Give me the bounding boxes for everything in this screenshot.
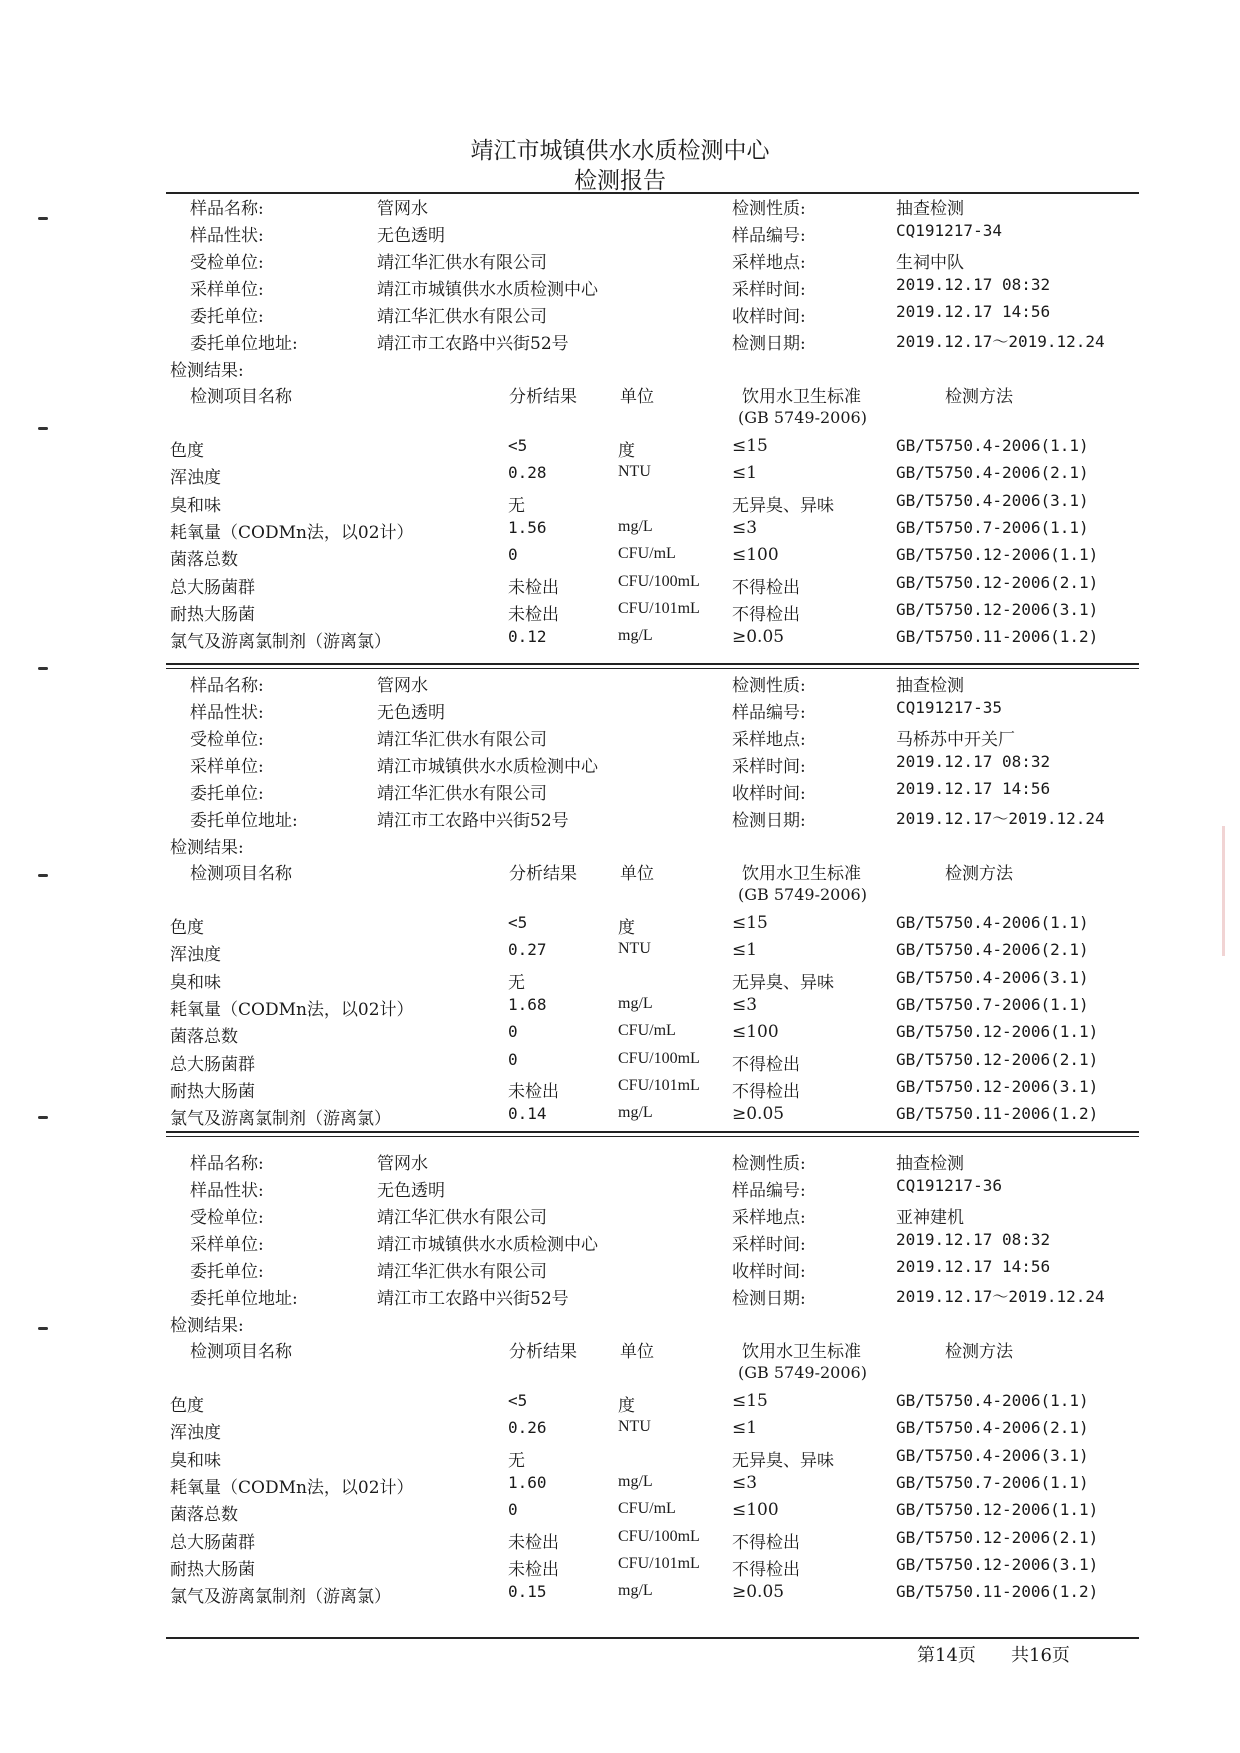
scan-mark (38, 1327, 48, 1330)
section-rule-2b (166, 1136, 1139, 1137)
table-row (0, 1582, 1240, 1606)
cell-unit: CFU/100mL (618, 572, 700, 590)
info-row (0, 779, 1240, 803)
cell-method: GB/T5750.12-2006(2.1) (896, 1049, 1099, 1069)
label-sampling-site: 采样地点: (732, 253, 806, 273)
value-sampling-unit: 靖江市城镇供水水质检测中心 (377, 1235, 598, 1255)
column-result: 分析结果 (509, 387, 577, 407)
table-row (0, 491, 1240, 515)
cell-method: GB/T5750.4-2006(3.1) (896, 967, 1089, 987)
section-rule-2 (166, 1131, 1139, 1133)
label-entrusting-address: 委托单位地址: (190, 811, 298, 831)
label-sampling-time: 采样时间: (732, 280, 806, 300)
label-receive-time: 收样时间: (732, 784, 806, 804)
value-test-nature: 抽查检测 (896, 676, 964, 696)
cell-result: 未检出 (508, 1532, 559, 1553)
table-row (0, 545, 1240, 569)
cell-method: GB/T5750.12-2006(3.1) (896, 1554, 1099, 1574)
info-row (0, 806, 1240, 830)
table-row (0, 1528, 1240, 1552)
report-subtitle: 检测报告 (574, 168, 666, 194)
cell-unit: 度 (618, 441, 635, 461)
cell-standard: ≤100 (732, 1022, 779, 1043)
scan-mark (1222, 826, 1225, 956)
label-entrusting-unit: 委托单位: (190, 307, 264, 327)
cell-item: 耐热大肠菌 (170, 1559, 255, 1580)
label-test-nature: 检测性质: (732, 199, 806, 219)
cell-item: 臭和味 (170, 1450, 221, 1471)
column-unit: 单位 (620, 1342, 654, 1362)
info-row (0, 671, 1240, 695)
column-standard: 饮用水卫生标准 (742, 864, 861, 884)
label-test-date: 检测日期: (732, 334, 806, 354)
info-row (0, 1284, 1240, 1308)
cell-unit: CFU/mL (618, 1500, 676, 1518)
table-row (0, 600, 1240, 624)
cell-method: GB/T5750.4-2006(1.1) (896, 436, 1089, 455)
value-sampling-time: 2019.12.17 08:32 (896, 275, 1051, 294)
column-item: 检测项目名称 (190, 864, 292, 884)
cell-result: 0.27 (508, 940, 547, 960)
value-test-date: 2019.12.17～2019.12.24 (896, 809, 1105, 828)
info-row (0, 1230, 1240, 1254)
column-method: 检测方法 (945, 864, 1013, 884)
cell-method: GB/T5750.12-2006(1.1) (896, 545, 1099, 565)
label-client-inspected: 受检单位: (190, 1208, 264, 1228)
cell-result: 无 (508, 495, 525, 516)
value-sampling-unit: 靖江市城镇供水水质检测中心 (377, 280, 598, 300)
label-sampling-unit: 采样单位: (190, 280, 264, 300)
info-row (0, 275, 1240, 299)
column-standard: 饮用水卫生标准 (742, 1342, 861, 1362)
value-receive-time: 2019.12.17 14:56 (896, 302, 1051, 321)
cell-result: 未检出 (508, 1081, 559, 1102)
info-row (0, 221, 1240, 245)
value-test-date: 2019.12.17～2019.12.24 (896, 1287, 1105, 1306)
info-row (0, 752, 1240, 776)
cell-item: 氯气及游离氯制剂（游离氯） (170, 632, 391, 653)
value-sampling-unit: 靖江市城镇供水水质检测中心 (377, 757, 598, 777)
cell-result: 1.56 (508, 517, 547, 537)
cell-unit: NTU (618, 1418, 651, 1436)
section-rule-1 (166, 663, 1139, 665)
value-sample-number: CQ191217-34 (896, 221, 1002, 240)
value-sampling-site: 马桥苏中开关厂 (896, 730, 1015, 750)
label-sample-name: 样品名称: (190, 676, 264, 696)
value-sampling-time: 2019.12.17 08:32 (896, 1230, 1051, 1249)
cell-standard: ≥0.05 (732, 627, 785, 648)
table-row (0, 1391, 1240, 1415)
cell-item: 浑浊度 (170, 468, 221, 489)
cell-standard: ≤100 (732, 545, 779, 566)
cell-standard: ≥0.05 (732, 1104, 785, 1125)
cell-method: GB/T5750.4-2006(2.1) (896, 463, 1089, 483)
cell-unit: CFU/101mL (618, 1076, 700, 1094)
info-row (0, 1203, 1240, 1227)
sample-section-3 (0, 1149, 1240, 1619)
cell-result: 1.60 (508, 1472, 547, 1492)
scan-mark (38, 667, 48, 670)
label-sampling-unit: 采样单位: (190, 1235, 264, 1255)
value-test-nature: 抽查检测 (896, 199, 964, 219)
label-sample-number: 样品编号: (732, 226, 806, 246)
table-row (0, 627, 1240, 651)
label-sample-name: 样品名称: (190, 1154, 264, 1174)
cell-method: GB/T5750.4-2006(3.1) (896, 1445, 1089, 1465)
cell-unit: 度 (618, 918, 635, 938)
table-row (0, 1446, 1240, 1470)
value-entrusting-address: 靖江市工农路中兴街52号 (377, 1289, 569, 1309)
cell-result: 未检出 (508, 1559, 559, 1580)
cell-unit: mg/L (618, 517, 653, 535)
value-client-inspected: 靖江华汇供水有限公司 (377, 253, 547, 273)
column-standard-code: (GB 5749-2006) (738, 408, 867, 427)
info-row (0, 329, 1240, 353)
column-method: 检测方法 (945, 1342, 1013, 1362)
cell-method: GB/T5750.7-2006(1.1) (896, 517, 1089, 537)
info-row (0, 1176, 1240, 1200)
cell-method: GB/T5750.4-2006(2.1) (896, 1418, 1089, 1438)
table-row (0, 1500, 1240, 1524)
sample-section-2 (0, 671, 1240, 1141)
cell-unit: 度 (618, 1396, 635, 1416)
cell-item: 总大肠菌群 (170, 1532, 255, 1553)
cell-method: GB/T5750.12-2006(1.1) (896, 1500, 1099, 1520)
value-sampling-site: 亚神建机 (896, 1208, 964, 1228)
table-row (0, 913, 1240, 937)
cell-result: <5 (508, 913, 528, 932)
cell-result: 未检出 (508, 604, 559, 625)
info-row (0, 698, 1240, 722)
value-sample-name: 管网水 (377, 676, 428, 696)
label-client-inspected: 受检单位: (190, 253, 264, 273)
cell-unit: CFU/101mL (618, 599, 700, 617)
cell-method: GB/T5750.4-2006(2.1) (896, 940, 1089, 960)
label-receive-time: 收样时间: (732, 307, 806, 327)
value-client-inspected: 靖江华汇供水有限公司 (377, 1208, 547, 1228)
page-total: 共16页 (1011, 1645, 1070, 1666)
table-row (0, 995, 1240, 1019)
cell-standard: ≤100 (732, 1500, 779, 1521)
value-sample-nature: 无色透明 (377, 703, 445, 723)
label-entrusting-address: 委托单位地址: (190, 334, 298, 354)
cell-standard: 无异臭、异味 (732, 1450, 834, 1471)
cell-method: GB/T5750.11-2006(1.2) (896, 1582, 1099, 1602)
cell-standard: 不得检出 (732, 1054, 800, 1075)
value-sample-number: CQ191217-36 (896, 1176, 1002, 1195)
cell-item: 耐热大肠菌 (170, 1081, 255, 1102)
cell-result: 0.12 (508, 627, 547, 647)
cell-method: GB/T5750.4-2006(1.1) (896, 913, 1089, 932)
cell-method: GB/T5750.12-2006(2.1) (896, 572, 1099, 592)
value-test-nature: 抽查检测 (896, 1154, 964, 1174)
label-receive-time: 收样时间: (732, 1262, 806, 1282)
value-sample-nature: 无色透明 (377, 226, 445, 246)
table-row (0, 1050, 1240, 1074)
value-entrusting-unit: 靖江华汇供水有限公司 (377, 1262, 547, 1282)
cell-item: 色度 (170, 918, 204, 938)
scan-mark (38, 874, 48, 877)
column-item: 检测项目名称 (190, 387, 292, 407)
label-sample-name: 样品名称: (190, 199, 264, 219)
cell-method: GB/T5750.4-2006(3.1) (896, 490, 1089, 510)
table-row (0, 1555, 1240, 1579)
cell-method: GB/T5750.12-2006(3.1) (896, 1076, 1099, 1096)
cell-method: GB/T5750.12-2006(2.1) (896, 1527, 1099, 1547)
cell-standard: ≤1 (732, 463, 758, 484)
info-row (0, 725, 1240, 749)
label-entrusting-unit: 委托单位: (190, 784, 264, 804)
label-sampling-site: 采样地点: (732, 1208, 806, 1228)
cell-standard: ≤1 (732, 940, 758, 961)
scan-mark (38, 427, 48, 430)
cell-item: 浑浊度 (170, 1423, 221, 1444)
value-entrusting-unit: 靖江华汇供水有限公司 (377, 784, 547, 804)
table-row (0, 1022, 1240, 1046)
column-item: 检测项目名称 (190, 1342, 292, 1362)
cell-result: 未检出 (508, 577, 559, 598)
value-test-date: 2019.12.17～2019.12.24 (896, 332, 1105, 351)
column-standard: 饮用水卫生标准 (742, 387, 861, 407)
info-row (0, 194, 1240, 218)
table-row (0, 1077, 1240, 1101)
label-sampling-site: 采样地点: (732, 730, 806, 750)
cell-standard: 不得检出 (732, 577, 800, 598)
cell-unit: NTU (618, 463, 651, 481)
value-entrusting-address: 靖江市工农路中兴街52号 (377, 811, 569, 831)
cell-result: 0 (508, 1022, 518, 1042)
cell-method: GB/T5750.7-2006(1.1) (896, 1472, 1089, 1492)
label-test-date: 检测日期: (732, 1289, 806, 1309)
label-sampling-unit: 采样单位: (190, 757, 264, 777)
cell-item: 总大肠菌群 (170, 577, 255, 598)
cell-item: 臭和味 (170, 495, 221, 516)
section-rule-1b (166, 668, 1139, 669)
page-number: 第14页 (917, 1645, 976, 1666)
cell-standard: ≤15 (732, 436, 768, 456)
info-row (0, 1257, 1240, 1281)
cell-result: 0 (508, 1500, 518, 1520)
cell-method: GB/T5750.12-2006(1.1) (896, 1022, 1099, 1042)
value-receive-time: 2019.12.17 14:56 (896, 779, 1051, 798)
info-row (0, 1149, 1240, 1173)
cell-item: 耗氧量（CODMn法，以02计） (170, 522, 414, 543)
bottom-rule (166, 1637, 1139, 1639)
cell-unit: CFU/100mL (618, 1049, 700, 1067)
cell-standard: 不得检出 (732, 604, 800, 625)
label-entrusting-unit: 委托单位: (190, 1262, 264, 1282)
table-row (0, 940, 1240, 964)
cell-unit: CFU/101mL (618, 1554, 700, 1572)
column-method: 检测方法 (945, 387, 1013, 407)
value-sampling-site: 生祠中队 (896, 253, 964, 273)
table-row (0, 518, 1240, 542)
cell-result: <5 (508, 1391, 528, 1410)
label-sampling-time: 采样时间: (732, 757, 806, 777)
info-row (0, 248, 1240, 272)
report-title: 靖江市城镇供水水质检测中心 (470, 138, 770, 164)
table-row (0, 1418, 1240, 1442)
cell-item: 菌落总数 (170, 1505, 238, 1526)
cell-item: 总大肠菌群 (170, 1054, 255, 1075)
value-sample-nature: 无色透明 (377, 1181, 445, 1201)
cell-item: 色度 (170, 441, 204, 461)
cell-result: 0.28 (508, 463, 547, 483)
cell-result: <5 (508, 436, 528, 455)
value-sample-name: 管网水 (377, 199, 428, 219)
cell-item: 菌落总数 (170, 1027, 238, 1048)
results-label: 检测结果: (170, 1316, 244, 1336)
table-row (0, 1104, 1240, 1128)
cell-standard: ≤3 (732, 1472, 758, 1493)
cell-item: 色度 (170, 1396, 204, 1416)
label-sample-nature: 样品性状: (190, 703, 264, 723)
cell-item: 菌落总数 (170, 550, 238, 571)
cell-method: GB/T5750.11-2006(1.2) (896, 1104, 1099, 1124)
cell-standard: ≤15 (732, 913, 768, 933)
cell-standard: ≤15 (732, 1391, 768, 1411)
column-standard-code: (GB 5749-2006) (738, 1363, 867, 1382)
cell-unit: mg/L (618, 1472, 653, 1490)
cell-method: GB/T5750.7-2006(1.1) (896, 994, 1089, 1014)
cell-result: 0 (508, 1049, 518, 1069)
column-standard-code: (GB 5749-2006) (738, 885, 867, 904)
cell-item: 氯气及游离氯制剂（游离氯） (170, 1109, 391, 1130)
label-sample-nature: 样品性状: (190, 226, 264, 246)
cell-result: 0.14 (508, 1104, 547, 1124)
cell-item: 耗氧量（CODMn法，以02计） (170, 999, 414, 1020)
cell-method: GB/T5750.12-2006(3.1) (896, 599, 1099, 619)
cell-unit: mg/L (618, 1104, 653, 1122)
cell-unit: CFU/100mL (618, 1527, 700, 1545)
cell-standard: 不得检出 (732, 1532, 800, 1553)
label-sample-number: 样品编号: (732, 703, 806, 723)
table-row (0, 1473, 1240, 1497)
results-label: 检测结果: (170, 838, 244, 858)
table-row (0, 968, 1240, 992)
value-sampling-time: 2019.12.17 08:32 (896, 752, 1051, 771)
cell-item: 臭和味 (170, 972, 221, 993)
column-unit: 单位 (620, 864, 654, 884)
cell-result: 0 (508, 545, 518, 565)
cell-standard: ≤3 (732, 517, 758, 538)
value-entrusting-address: 靖江市工农路中兴街52号 (377, 334, 569, 354)
cell-unit: NTU (618, 940, 651, 958)
label-sample-nature: 样品性状: (190, 1181, 264, 1201)
cell-result: 无 (508, 1450, 525, 1471)
cell-unit: mg/L (618, 994, 653, 1012)
cell-unit: mg/L (618, 1582, 653, 1600)
label-sample-number: 样品编号: (732, 1181, 806, 1201)
cell-standard: ≤1 (732, 1418, 758, 1439)
cell-item: 氯气及游离氯制剂（游离氯） (170, 1587, 391, 1608)
label-test-nature: 检测性质: (732, 1154, 806, 1174)
cell-unit: CFU/mL (618, 545, 676, 563)
scan-mark (38, 217, 48, 220)
value-sample-name: 管网水 (377, 1154, 428, 1174)
cell-method: GB/T5750.4-2006(1.1) (896, 1391, 1089, 1410)
cell-unit: CFU/mL (618, 1022, 676, 1040)
cell-standard: ≤3 (732, 994, 758, 1015)
column-unit: 单位 (620, 387, 654, 407)
label-entrusting-address: 委托单位地址: (190, 1289, 298, 1309)
cell-unit: mg/L (618, 627, 653, 645)
cell-standard: 不得检出 (732, 1559, 800, 1580)
results-label: 检测结果: (170, 361, 244, 381)
table-row (0, 463, 1240, 487)
label-test-date: 检测日期: (732, 811, 806, 831)
cell-result: 无 (508, 972, 525, 993)
cell-result: 0.15 (508, 1582, 547, 1602)
value-client-inspected: 靖江华汇供水有限公司 (377, 730, 547, 750)
table-row (0, 573, 1240, 597)
cell-standard: 不得检出 (732, 1081, 800, 1102)
column-result: 分析结果 (509, 864, 577, 884)
cell-standard: ≥0.05 (732, 1582, 785, 1603)
cell-standard: 无异臭、异味 (732, 495, 834, 516)
info-row (0, 302, 1240, 326)
value-entrusting-unit: 靖江华汇供水有限公司 (377, 307, 547, 327)
value-sample-number: CQ191217-35 (896, 698, 1002, 717)
cell-item: 耐热大肠菌 (170, 604, 255, 625)
cell-method: GB/T5750.11-2006(1.2) (896, 627, 1099, 647)
column-result: 分析结果 (509, 1342, 577, 1362)
sample-section-1 (0, 194, 1240, 664)
label-sampling-time: 采样时间: (732, 1235, 806, 1255)
cell-item: 耗氧量（CODMn法，以02计） (170, 1477, 414, 1498)
table-row (0, 436, 1240, 460)
cell-result: 0.26 (508, 1418, 547, 1438)
label-client-inspected: 受检单位: (190, 730, 264, 750)
cell-item: 浑浊度 (170, 945, 221, 966)
cell-result: 1.68 (508, 994, 547, 1014)
cell-standard: 无异臭、异味 (732, 972, 834, 993)
label-test-nature: 检测性质: (732, 676, 806, 696)
scan-mark (38, 1116, 48, 1119)
value-receive-time: 2019.12.17 14:56 (896, 1257, 1051, 1276)
